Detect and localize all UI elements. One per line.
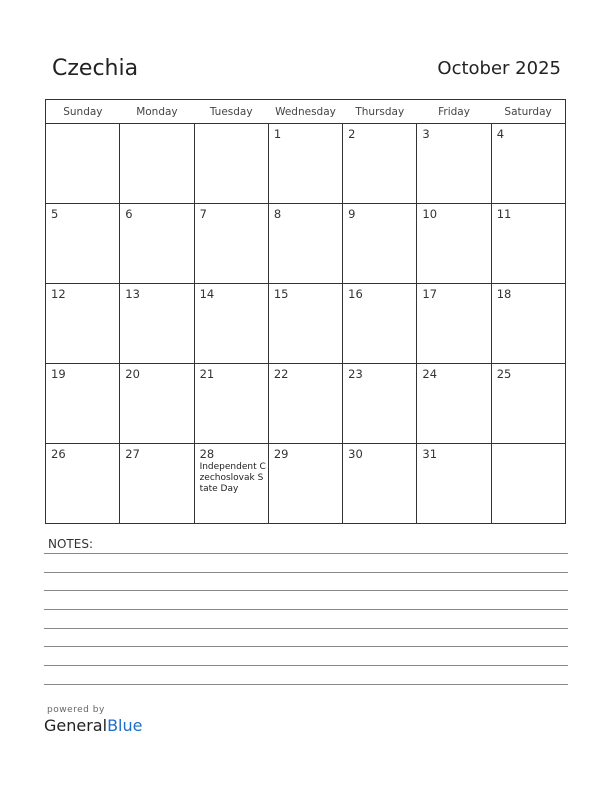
weekday-header-row xyxy=(46,100,566,124)
brand-general: General xyxy=(44,716,108,735)
day-cell xyxy=(417,124,491,204)
day-cell xyxy=(120,124,194,204)
day-number: 20 xyxy=(125,367,140,381)
powered-by-text: powered by xyxy=(47,705,105,715)
week-row xyxy=(46,364,566,444)
day-number: 25 xyxy=(496,367,512,381)
day-number: 3 xyxy=(422,127,430,141)
day-number: 26 xyxy=(51,447,66,461)
day-cell xyxy=(120,444,194,524)
day-number: 27 xyxy=(125,447,140,461)
day-cell xyxy=(194,444,268,524)
day-cell xyxy=(120,364,194,444)
day-cell xyxy=(268,284,342,364)
day-cell xyxy=(194,124,268,204)
day-cell xyxy=(194,284,268,364)
day-number: 6 xyxy=(125,207,133,221)
weekday-friday: Friday xyxy=(417,100,491,124)
day-cell xyxy=(268,364,342,444)
week-row xyxy=(46,124,566,204)
day-number: 18 xyxy=(496,287,512,301)
day-number: 19 xyxy=(51,367,66,381)
day-number: 24 xyxy=(422,367,438,381)
day-number: 22 xyxy=(273,367,289,381)
day-cell xyxy=(343,284,417,364)
weekday-saturday: Saturday xyxy=(491,100,565,124)
day-cell xyxy=(491,124,565,204)
day-cell xyxy=(120,284,194,364)
day-number: 10 xyxy=(422,207,438,221)
day-cell xyxy=(417,364,491,444)
day-cell xyxy=(46,284,120,364)
day-cell xyxy=(46,364,120,444)
calendar-month-title: October 2025 xyxy=(437,58,561,79)
holiday-label: Independent Czechoslovak State Day xyxy=(199,462,266,494)
day-cell xyxy=(343,204,417,284)
day-number: 28 xyxy=(199,447,215,461)
day-cell xyxy=(417,444,491,524)
note-line xyxy=(44,553,568,554)
week-row xyxy=(46,204,566,284)
day-cell xyxy=(268,124,342,204)
weekday-sunday: Sunday xyxy=(46,100,120,124)
day-number: 7 xyxy=(199,207,207,221)
day-cell xyxy=(120,204,194,284)
note-line xyxy=(44,646,568,647)
day-cell xyxy=(268,204,342,284)
day-number: 15 xyxy=(273,287,289,301)
day-number: 14 xyxy=(199,287,215,301)
day-cell xyxy=(343,444,417,524)
note-line xyxy=(44,572,568,573)
day-number: 4 xyxy=(496,127,505,141)
weekday-thursday: Thursday xyxy=(343,100,417,124)
week-row xyxy=(46,284,566,364)
brand-blue: Blue xyxy=(107,716,143,735)
note-line xyxy=(44,609,568,610)
day-cell xyxy=(417,284,491,364)
day-number: 12 xyxy=(51,287,66,301)
day-cell xyxy=(491,444,565,524)
day-number: 16 xyxy=(348,287,363,301)
notes-label: NOTES: xyxy=(48,537,93,551)
day-cell xyxy=(268,444,342,524)
calendar-grid xyxy=(45,99,566,524)
day-cell xyxy=(46,204,120,284)
day-cell xyxy=(194,364,268,444)
note-line xyxy=(44,684,568,685)
day-number: 8 xyxy=(273,207,282,221)
weekday-tuesday: Tuesday xyxy=(194,100,268,124)
weekday-monday: Monday xyxy=(120,100,194,124)
day-number: 31 xyxy=(422,447,438,461)
day-cell xyxy=(46,444,120,524)
note-line xyxy=(44,628,568,629)
day-number: 11 xyxy=(496,207,512,221)
day-cell xyxy=(343,124,417,204)
generalblue-logo xyxy=(44,716,142,735)
day-cell xyxy=(491,284,565,364)
note-line xyxy=(44,590,568,591)
day-cell xyxy=(194,204,268,284)
day-number: 2 xyxy=(348,127,356,141)
day-cell xyxy=(46,124,120,204)
day-number: 13 xyxy=(125,287,140,301)
day-number: 5 xyxy=(51,207,59,221)
day-number: 23 xyxy=(348,367,363,381)
day-number: 29 xyxy=(273,447,289,461)
day-number: 1 xyxy=(273,127,282,141)
day-number: 30 xyxy=(348,447,363,461)
day-cell xyxy=(491,364,565,444)
day-number: 17 xyxy=(422,287,438,301)
day-cell xyxy=(417,204,491,284)
weekday-wednesday: Wednesday xyxy=(268,100,342,124)
calendar-country-title: Czechia xyxy=(52,56,139,81)
week-row xyxy=(46,444,566,524)
day-number: 9 xyxy=(348,207,356,221)
day-number: 21 xyxy=(199,367,215,381)
day-cell xyxy=(343,364,417,444)
day-cell xyxy=(491,204,565,284)
note-line xyxy=(44,665,568,666)
